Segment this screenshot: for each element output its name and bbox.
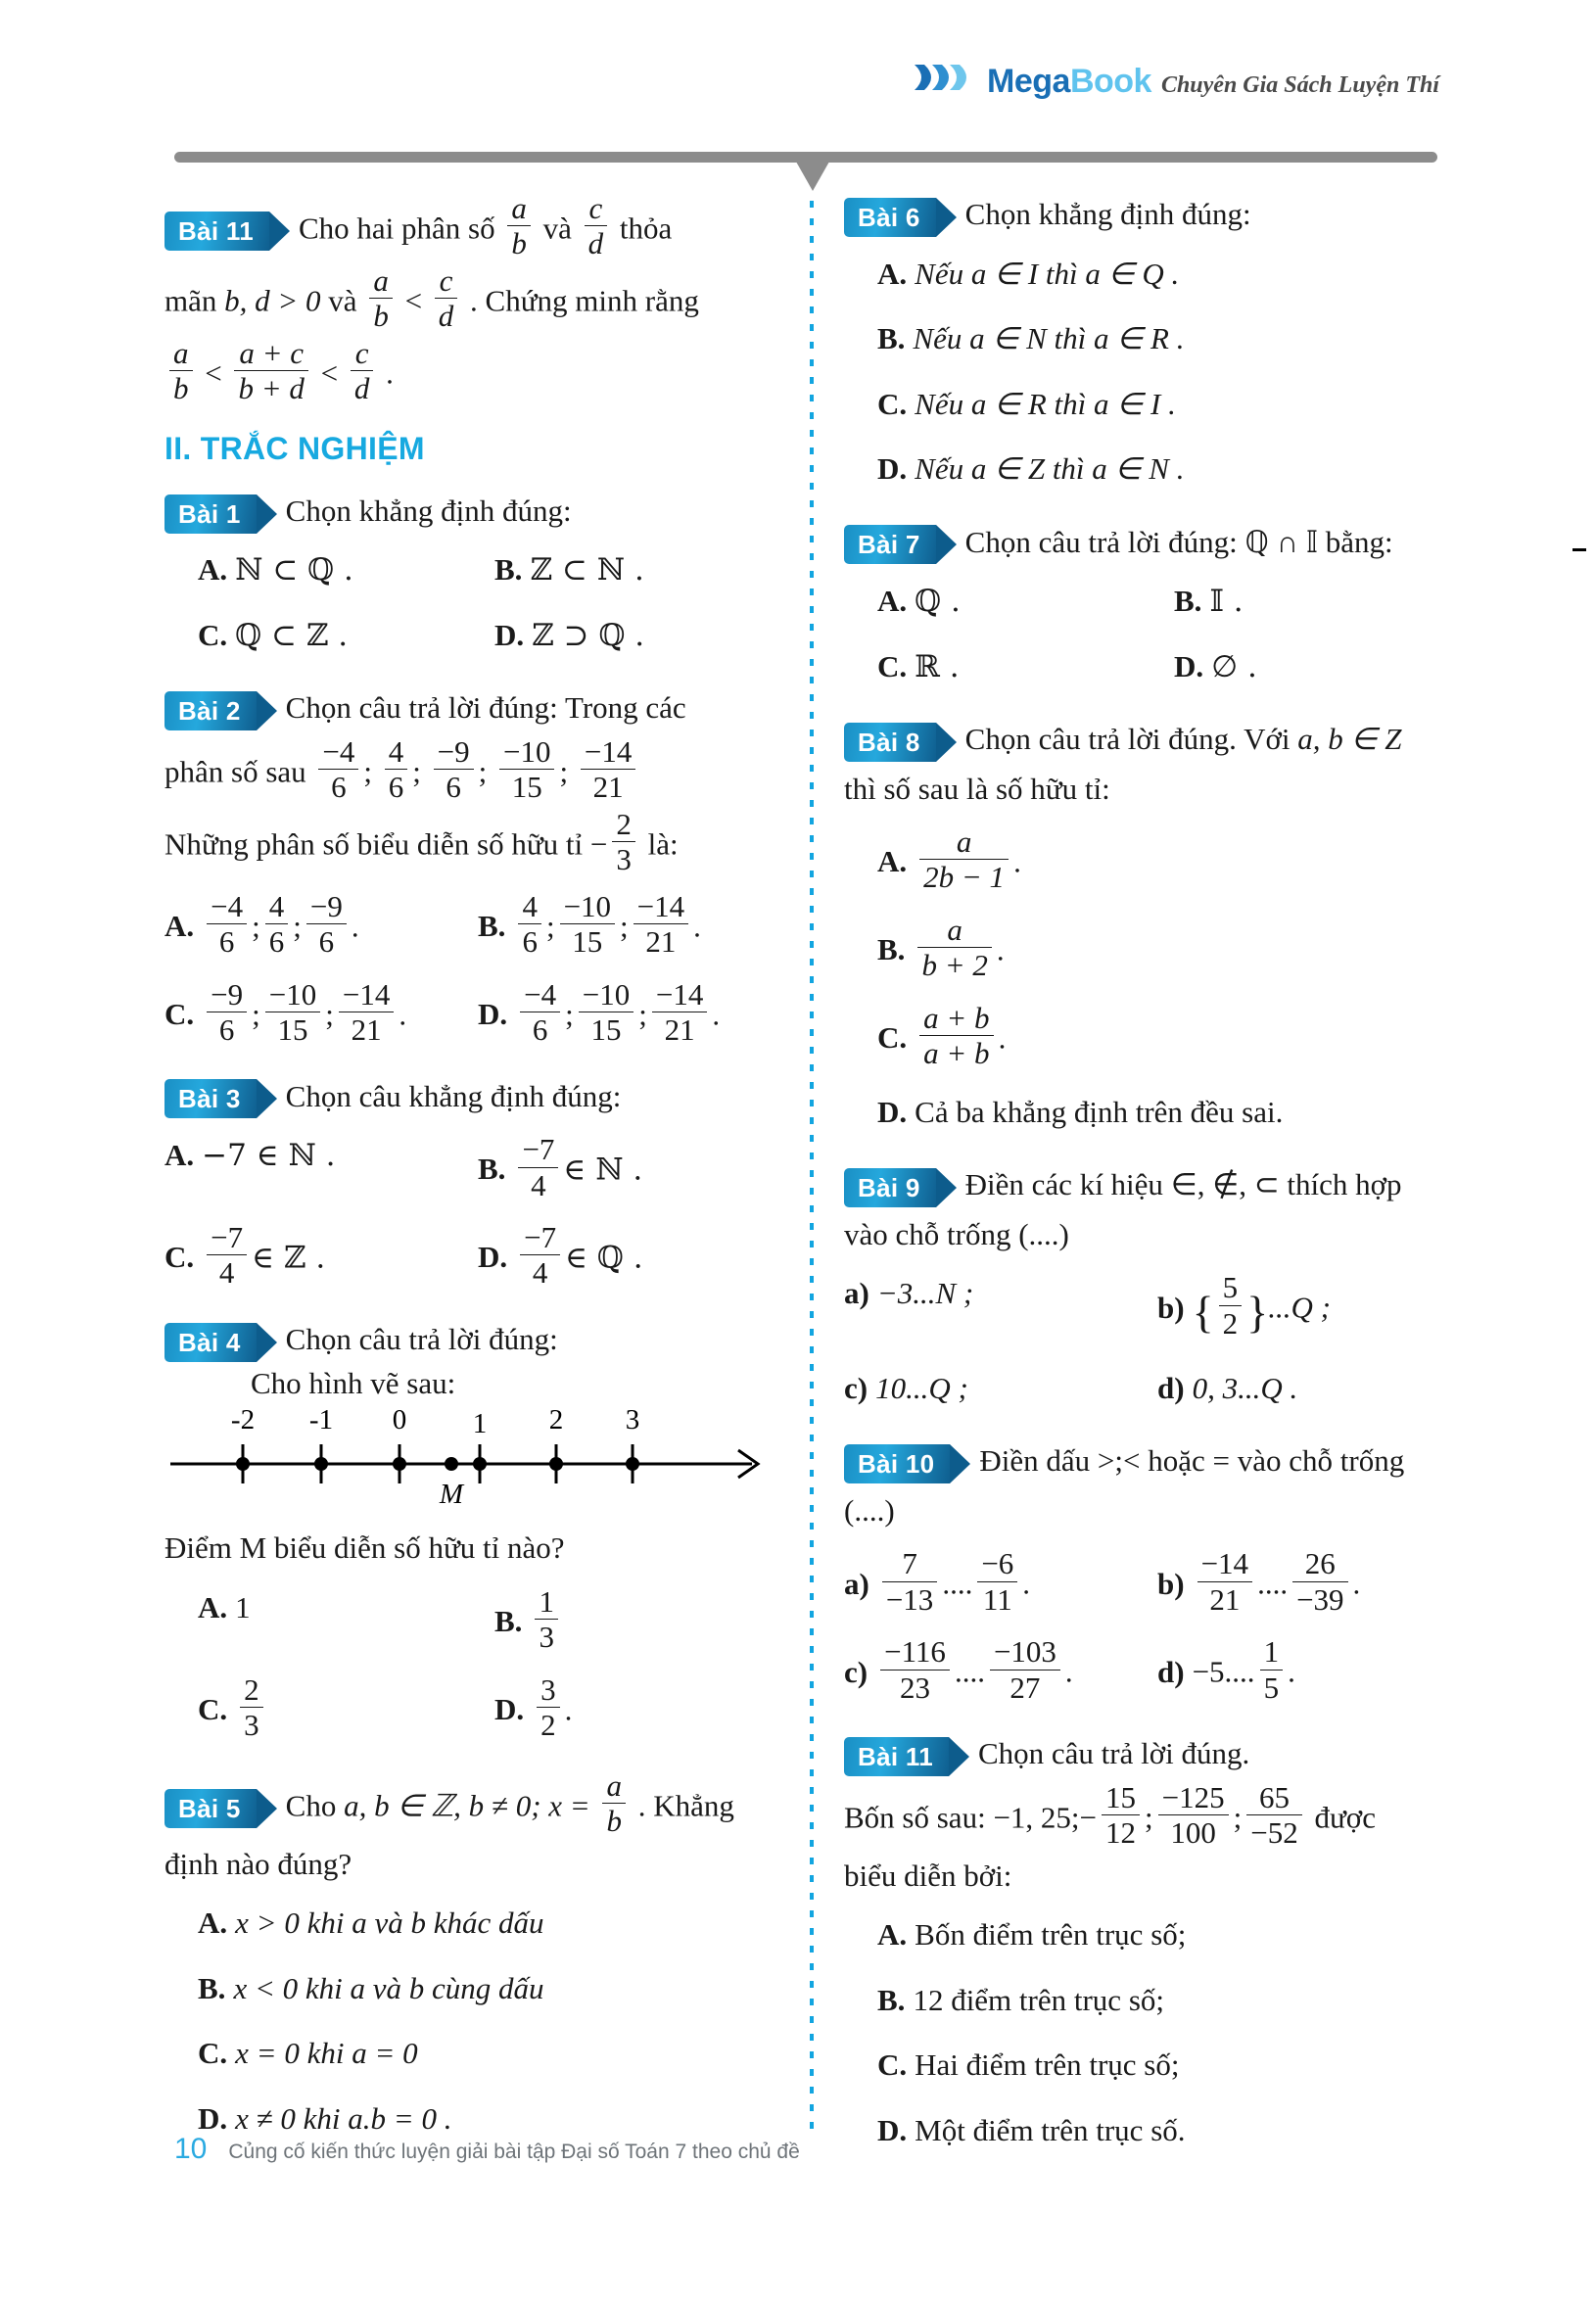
badge-bai8: Bài 8 xyxy=(844,723,936,762)
bai4-prompt: Chọn câu trả lời đúng: xyxy=(285,1321,558,1356)
exercise-bai2 xyxy=(164,685,791,1056)
number-line-point-m-label: M xyxy=(439,1479,464,1511)
bai1-option-a[interactable]: A. ℕ ⊂ ℚ . xyxy=(198,552,353,588)
badge-bai1: Bài 1 xyxy=(164,494,257,534)
bai6-prompt: Chọn khẳng định đúng: xyxy=(964,197,1251,231)
bai4-prompt-line xyxy=(164,1317,791,1363)
right-column xyxy=(844,192,1471,2181)
fraction-a-over-b-2: $\frac{a}{b}$ xyxy=(369,264,393,333)
badge-bai11-tuluan: Bài 11 xyxy=(164,212,269,251)
bai3-options xyxy=(164,1123,791,1299)
bai7-options xyxy=(844,569,1471,699)
bai2-target-sign: − xyxy=(589,826,608,862)
bai9-item-c[interactable]: c) 10...Q ; xyxy=(844,1370,968,1405)
bai5-prompt-1: Cho xyxy=(285,1788,337,1823)
bai1-prompt: Chọn khẳng định đúng: xyxy=(285,493,572,528)
number-line-tick-label-3: 3 xyxy=(625,1404,640,1436)
megabook-logo xyxy=(913,63,1439,101)
header-rule-pointer-icon xyxy=(796,162,829,191)
bai9-symbols: ∈, ∉, ⊂ xyxy=(1170,1167,1280,1202)
bai7-option-d[interactable]: D. ∅ . xyxy=(1174,648,1257,684)
bai5-options xyxy=(164,1891,791,2151)
badge-bai6: Bài 6 xyxy=(844,198,936,237)
bai4-number-line-figure xyxy=(164,1366,791,1516)
bai11-tuluan-statement xyxy=(164,192,791,260)
bai11-condition: b, d > 0 xyxy=(224,283,321,318)
bai10-item-a[interactable]: a) $\frac{7}{-13}$ .... $\frac{-6}{11}$ . xyxy=(844,1546,1031,1617)
bai1-option-b[interactable]: B. ℤ ⊂ ℕ . xyxy=(494,552,644,588)
bai2-prompt-4: là: xyxy=(647,826,679,862)
bai2-option-a[interactable]: A. $\frac{-4}{6}$ ; $\frac{4}{6}$ ; $\frac{-9}{6}$ . xyxy=(164,888,359,960)
bai1-options xyxy=(164,538,791,668)
bai3-prompt: Chọn câu khẳng định đúng: xyxy=(285,1078,622,1113)
bai4-option-a[interactable]: A. 1 xyxy=(198,1589,251,1624)
number-line-tick-label-0: 0 xyxy=(392,1404,407,1436)
badge-bai7: Bài 7 xyxy=(844,525,936,564)
bai4-figure-caption: Cho hình vẽ sau: xyxy=(251,1366,456,1401)
bai11-lt-3: < xyxy=(320,355,339,391)
bai2-prompt-line-3 xyxy=(164,808,791,876)
bai8-options xyxy=(844,816,1471,1145)
bai11-option-d[interactable]: D. Một điểm trên trục số. xyxy=(877,2112,1186,2147)
bai10-item-b[interactable]: b) $\frac{-14}{21}$ .... $\frac{26}{-39}$ . xyxy=(1157,1546,1361,1617)
bai9-prompt-1: Điền các kí hiệu xyxy=(964,1167,1163,1202)
bai3-prompt-line xyxy=(164,1074,791,1120)
bai8-option-a[interactable]: A. $\frac{a}{2b - 1}$ . xyxy=(877,824,1021,895)
bai7-option-c[interactable]: C. ℝ . xyxy=(877,648,960,684)
bai2-prompt-line-1 xyxy=(164,685,791,731)
bai2-prompt-2: phân số sau xyxy=(164,754,306,789)
bai9-item-a[interactable]: a) −3...N ; xyxy=(844,1276,974,1311)
exercise-bai1 xyxy=(164,489,791,669)
bai5-prompt-line-1 xyxy=(164,1769,791,1838)
bai2-prompt-3: Những phân số biểu diễn số hữu tỉ xyxy=(164,826,584,862)
bai11-options xyxy=(844,1903,1471,2163)
section-title-trac-nghiem: II. TRẮC NGHIỆM xyxy=(164,430,425,466)
number-line-tick-label-2: 2 xyxy=(548,1404,564,1436)
bai5-option-d[interactable]: D. x ≠ 0 khi a.b = 0 . xyxy=(198,2100,452,2136)
bai6-option-d[interactable]: D. Nếu a ∈ Z thì a ∈ N . xyxy=(877,451,1185,486)
number-line-tick-label-1: 1 xyxy=(472,1408,488,1440)
bai11-value-4: $\frac{65}{-52}$ xyxy=(1246,1781,1301,1850)
bai5-prompt-line-2: định nào đúng? xyxy=(164,1846,352,1881)
bai5-option-c[interactable]: C. x = 0 khi a = 0 xyxy=(198,2036,418,2071)
badge-bai10: Bài 10 xyxy=(844,1444,950,1483)
bai4-question: Điểm M biểu diễn số hữu tỉ nào? xyxy=(164,1530,565,1566)
fraction-apc-over-bpd: $\frac{a + c}{b + d}$ xyxy=(234,337,307,405)
bai11-tuluan-condition xyxy=(164,264,791,333)
bai2-prompt-1: Chọn câu trả lời đúng: Trong các xyxy=(285,690,686,726)
number-line-diagram xyxy=(164,1403,791,1511)
bai8-option-c[interactable]: C. $\frac{a + b}{a + b}$ . xyxy=(877,1000,1007,1071)
bai11-prompt-line xyxy=(844,1731,1471,1777)
bai11-value-1: −1, 25; xyxy=(993,1800,1080,1835)
badge-bai2: Bài 2 xyxy=(164,691,257,730)
exercise-bai7 xyxy=(844,520,1471,700)
bai6-options xyxy=(844,242,1471,502)
bai11-text-4: . Chứng minh rằng xyxy=(470,283,699,318)
exercise-bai8 xyxy=(844,717,1471,1145)
bai11-text-3: mãn xyxy=(164,283,217,318)
bai9-prompt-2: thích hợp xyxy=(1287,1167,1402,1202)
bai2-list-frac-3: $\frac{-9}{6}$ xyxy=(434,735,474,804)
bai9-item-b[interactable]: b) { $\frac{5}{2}$ }...Q ; xyxy=(1157,1270,1331,1341)
bai10-item-c[interactable]: c) $\frac{-116}{23}$ .... $\frac{-103}{27}$ . xyxy=(844,1634,1073,1705)
bai7-option-a[interactable]: A. ℚ . xyxy=(877,584,961,619)
bai9-item-d[interactable]: d) 0, 3...Q . xyxy=(1157,1370,1298,1405)
bai11-option-b[interactable]: B. 12 điểm trên trục số; xyxy=(877,1982,1164,2017)
page-footer xyxy=(174,2133,800,2166)
badge-bai3: Bài 3 xyxy=(164,1079,257,1118)
fraction-c-over-d-2: $\frac{c}{d}$ xyxy=(435,264,458,333)
fraction-a-over-b: $\frac{a}{b}$ xyxy=(507,192,531,260)
bai11-lt-2: < xyxy=(205,355,222,391)
bai1-option-c[interactable]: C. ℚ ⊂ ℤ . xyxy=(198,617,349,653)
bai10-prompt-1: Điền dấu >;< hoặc = vào chỗ trống xyxy=(979,1443,1405,1479)
bai11-period: . xyxy=(386,355,394,391)
left-column xyxy=(164,192,791,2169)
bai11-text-2: thỏa xyxy=(619,211,673,246)
bai11-text-va2: và xyxy=(328,283,357,318)
bai6-option-a[interactable]: A. Nếu a ∈ I thì a ∈ Q . xyxy=(877,256,1180,291)
bai10-items xyxy=(844,1537,1471,1714)
bai9-prompt-line-2: vào chỗ trống (....) xyxy=(844,1216,1069,1251)
logo-tagline: Chuyên Gia Sách Luyện Thí xyxy=(1160,72,1439,98)
bai2-option-c[interactable]: C. $\frac{-9}{6}$ ; $\frac{-10}{15}$ ; $\frac{-14}{21}$ . xyxy=(164,976,407,1048)
bai6-prompt-line xyxy=(844,192,1471,238)
exercise-bai10 xyxy=(844,1438,1471,1714)
bai11-value-3: $\frac{-125}{100}$ xyxy=(1158,1781,1229,1850)
bai9-items xyxy=(844,1261,1471,1421)
bai11-values-line: Bốn số sau: −1, 25;− $\frac{15}{12}$ ; $\frac{-125}{100}$ ; $\frac{65}{-52}$ được xyxy=(844,1779,1376,1851)
page-edge-tick xyxy=(1573,548,1586,551)
bai3-option-a[interactable]: A. −7 ∈ ℕ . xyxy=(164,1138,336,1174)
footer-text: Củng cố kiến thức luyện giải bài tập Đại số Toán 7 theo chủ đề xyxy=(228,2141,800,2163)
bai1-option-d[interactable]: D. ℤ ⊃ ℚ . xyxy=(494,617,645,653)
bai1-prompt-line xyxy=(164,489,791,535)
bai5-option-b[interactable]: B. x < 0 khi a và b cùng dấu xyxy=(198,1970,544,2005)
page-number: 10 xyxy=(174,2133,208,2165)
bai8-prompt-1: Chọn câu trả lời đúng. Với xyxy=(964,722,1291,756)
fraction-c-over-d: $\frac{c}{d}$ xyxy=(585,192,608,260)
bai8-prompt-line-1 xyxy=(844,717,1471,763)
megabook-waves-icon xyxy=(913,63,977,92)
exercise-bai5 xyxy=(164,1769,791,2151)
fraction-a-over-b-3: $\frac{a}{b}$ xyxy=(169,337,193,405)
bai5-prompt-2: . Khẳng xyxy=(637,1788,734,1823)
bai11-tuluan-conclusion xyxy=(164,337,791,405)
bai7-prompt-line xyxy=(844,520,1471,566)
exercise-bai4 xyxy=(164,1317,791,1752)
bai11-text-1: Cho hai phân số xyxy=(298,211,495,246)
badge-bai4: Bài 4 xyxy=(164,1323,257,1362)
exercise-bai11-tuluan xyxy=(164,192,791,405)
fraction-c-over-d-3: $\frac{c}{d}$ xyxy=(351,337,374,405)
bai11-value-2-sign: − xyxy=(1079,1800,1098,1835)
bai2-list-frac-4: $\frac{-10}{15}$ xyxy=(499,735,554,804)
bai11-line-1-tail: được xyxy=(1314,1800,1376,1835)
bai8-condition: a, b ∈ Z xyxy=(1297,722,1402,756)
badge-bai11: Bài 11 xyxy=(844,1737,949,1776)
bai4-option-c[interactable]: C. $\frac{2}{3}$ xyxy=(198,1673,494,1742)
bai3-option-c[interactable]: C. $\frac{-7}{4}$ ∈ ℤ . xyxy=(164,1220,326,1291)
number-line-tick-label--2: -2 xyxy=(230,1404,256,1436)
badge-bai9: Bài 9 xyxy=(844,1168,936,1207)
badge-bai5: Bài 5 xyxy=(164,1789,257,1828)
number-line-point-m xyxy=(445,1457,458,1471)
bai4-option-b[interactable]: B. $\frac{1}{3}$ xyxy=(494,1585,791,1654)
bai11-text-va: và xyxy=(542,211,572,246)
bai7-prompt: Chọn câu trả lời đúng: ℚ ∩ 𝕀 bằng: xyxy=(964,524,1393,559)
bai9-prompt-line-1 xyxy=(844,1162,1471,1208)
bai8-prompt-line-2: thì số sau là số hữu tỉ: xyxy=(844,771,1110,806)
bai11-option-c[interactable]: C. Hai điểm trên trục số; xyxy=(877,2047,1180,2083)
bai11-value-2: $\frac{15}{12}$ xyxy=(1102,1781,1140,1850)
bai4-options xyxy=(164,1576,791,1752)
bai11-line-2: biểu diễn bởi: xyxy=(844,1858,1012,1893)
exercise-bai6 xyxy=(844,192,1471,502)
bai3-option-d[interactable]: D. $\frac{-7}{4}$ ∈ ℚ . xyxy=(478,1220,643,1291)
bai5-fraction-a-over-b: $\frac{a}{b}$ xyxy=(602,1769,626,1838)
column-divider xyxy=(810,201,814,2135)
bai2-list-frac-1: $\frac{-4}{6}$ xyxy=(318,735,358,804)
bai7-option-b[interactable]: B. 𝕀 . xyxy=(1174,584,1244,619)
number-line-tick-label--1: -1 xyxy=(308,1404,334,1436)
exercise-bai3 xyxy=(164,1074,791,1299)
bai10-prompt-line-2: (....) xyxy=(844,1492,895,1528)
bai2-list-frac-2: $\frac{4}{6}$ xyxy=(385,735,408,804)
exercise-bai11 xyxy=(844,1731,1471,2163)
bai5-option-a[interactable]: A. x > 0 khi a và b khác dấu xyxy=(198,1906,544,1941)
bai11-line-1: Bốn số sau: xyxy=(844,1800,986,1835)
bai6-option-b[interactable]: B. Nếu a ∈ N thì a ∈ R . xyxy=(877,321,1185,355)
bai10-item-d[interactable]: d) −5.... $\frac{1}{5}$ . xyxy=(1157,1634,1295,1705)
bai11-option-a[interactable]: A. Bốn điểm trên trục số; xyxy=(877,1917,1187,1953)
bai2-options xyxy=(164,880,791,1057)
logo-text-book: Book xyxy=(1069,63,1151,100)
bai2-fraction-list: phân số sau $\frac{-4}{6}$ ; $\frac{4}{6}$ ; $\frac{-9}{6}$ ; $\frac{-10}{15}$ ; $\frac{-14}{21}$ xyxy=(164,735,791,804)
exercise-bai9 xyxy=(844,1162,1471,1421)
bai8-option-b[interactable]: B. $\frac{a}{b + 2}$ . xyxy=(877,912,1005,983)
bai5-condition: a, b ∈ ℤ, b ≠ 0; x = xyxy=(344,1788,590,1823)
bai2-target-fraction: $\frac{2}{3}$ xyxy=(612,808,635,876)
bai11-prompt: Chọn câu trả lời đúng. xyxy=(977,1736,1250,1771)
bai2-option-d[interactable]: D. $\frac{-4}{6}$ ; $\frac{-10}{15}$ ; $\frac{-14}{21}$ . xyxy=(478,976,721,1048)
bai2-list-frac-5: $\frac{-14}{21}$ xyxy=(581,735,635,804)
page-header xyxy=(0,61,1596,119)
bai11-lt-1: < xyxy=(404,283,423,318)
bai8-option-d[interactable]: D. Cả ba khẳng định trên đều sai. xyxy=(877,1094,1284,1129)
bai6-option-c[interactable]: C. Nếu a ∈ R thì a ∈ I . xyxy=(877,386,1176,421)
bai4-option-d[interactable]: D. $\frac{3}{2}$ . xyxy=(494,1671,573,1743)
logo-text-mega: Mega xyxy=(987,63,1070,100)
bai3-option-b[interactable]: B. $\frac{-7}{4}$ ∈ ℕ . xyxy=(478,1132,643,1202)
bai10-prompt-line-1 xyxy=(844,1438,1471,1484)
bai2-option-b[interactable]: B. $\frac{4}{6}$ ; $\frac{-10}{15}$ ; $\frac{-14}{21}$ . xyxy=(478,888,701,960)
